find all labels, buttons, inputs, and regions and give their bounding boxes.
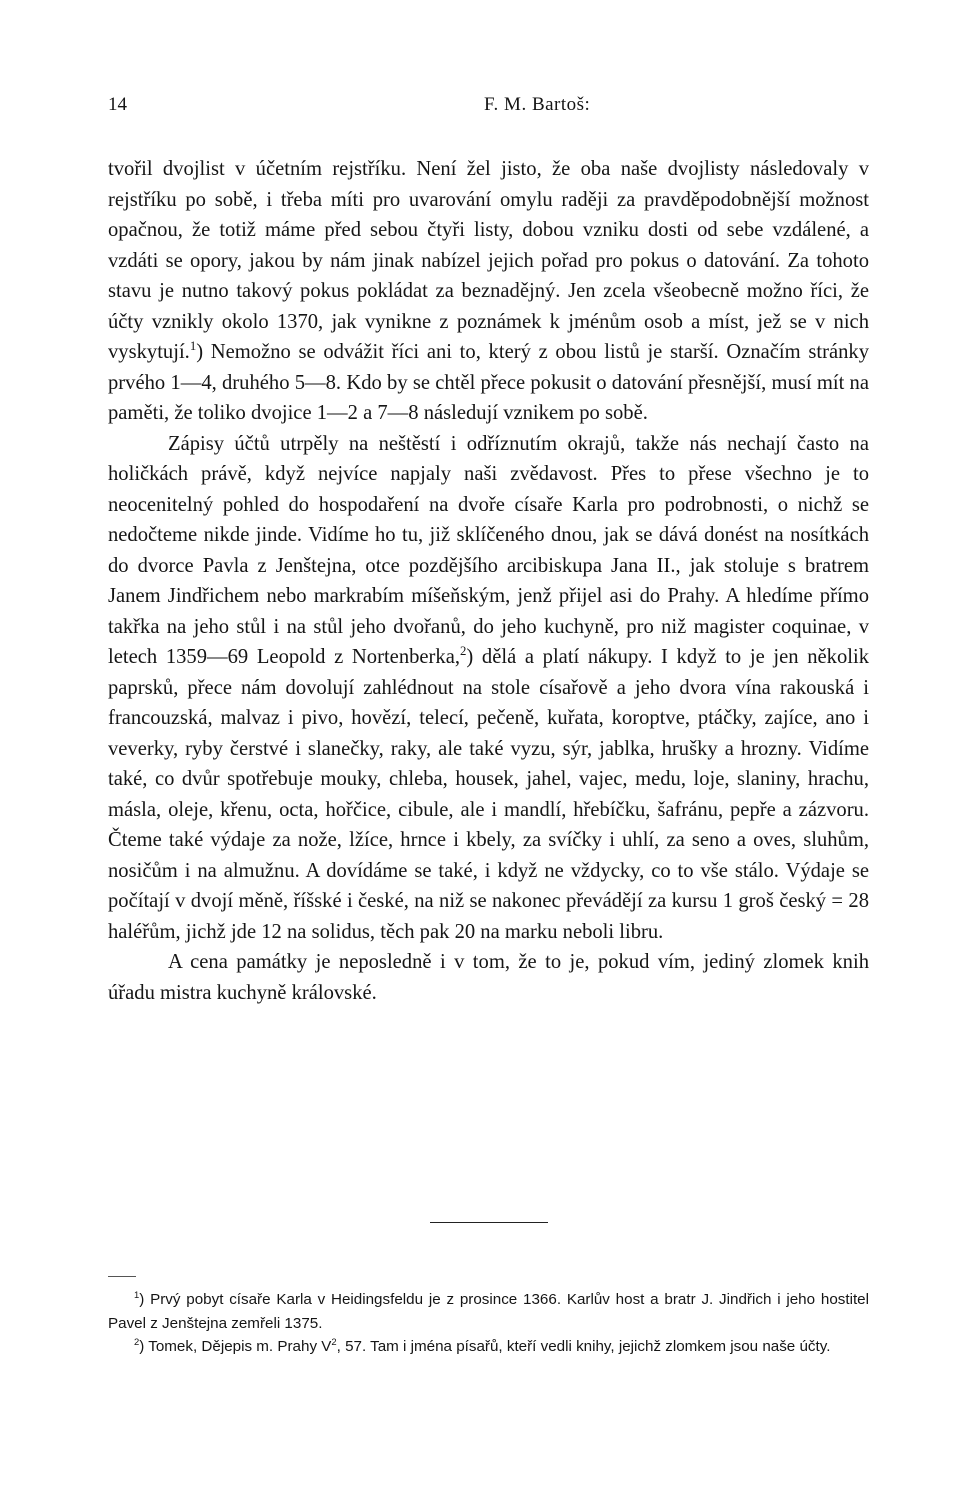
running-head: F. M. Bartoš: — [484, 94, 591, 115]
main-text — [108, 154, 869, 1008]
section-separator — [430, 1222, 548, 1223]
footnote-1-text: ) Prvý pobyt císaře Karla v Heidingsfeldu je z prosince 1366. Karlův host a bratr J. Jindřich i jeho hostitel Pavel z Jenštejna zemřeli 1375. — [108, 1291, 869, 1332]
footnote-2-volume-sup: 2 — [331, 1335, 337, 1347]
footnote-2-text-b: , 57. Tam i jména písařů, kteří vedli knihy, jejichž zlomkem jsou naše účty. — [336, 1338, 831, 1355]
footnote-1 — [108, 1288, 869, 1335]
paragraph-1 — [108, 154, 869, 429]
paragraph-1-text-b: ) Nemožno se odvážit říci ani to, který z obou listů je starší. Označím stránky prvého 1—4, druhého 5—8. Kdo by se chtěl přece pokusit o datování přesnější, musí mít na paměti, že toliko dvojice 1—2 a 7—8 následují vznikem po sobě. — [108, 341, 869, 424]
page-number: 14 — [108, 94, 127, 115]
footnote-ref-2: 2 — [460, 644, 467, 659]
paragraph-1-text-a: tvořil dvojlist v účetním rejstříku. Není žel jisto, že oba naše dvojlisty následovaly v rejstříku po sobě, i třeba míti pro uvarování omylu raději za pravděpodobnější možnost opačnou, že totiž máme před sebou čtyři listy, dobou vzniku dosti od sebe vzdálené, a vzdáti se opory, jakou by nám jinak nabízel jejich pořad pro pokus o datování. Za tohoto stavu je nutno takový pokus pokládat za beznadějný. Jen zcela všeobecně možno říci, že účty vznikly okolo 1370, jak vynikne z poznámek k jménům osob a míst, jež se v nich vyskytují. — [108, 158, 869, 363]
book-page — [108, 92, 869, 1355]
footnote-ref-1: 1 — [189, 339, 197, 354]
footnote-2-text-a: ) Tomek, Dějepis m. Prahy V — [139, 1338, 332, 1355]
footnotes — [108, 1288, 869, 1359]
paragraph-2-text-b: ) dělá a platí nákupy. I když to je jen několik paprsků, přece nám dovolují zahlédnout na stole císařově a jeho dvora vína rakouská i francouzská, malvaz i pivo, hovězí, telecí, pečeně, kuřata, koroptve, ptáčky, zajíce, ano i veverky, ryby čerstvé i slanečky, raky, ale také vyzu, sýr, jablka, hrušky a hrozny. Vidíme také, co dvůr spotřebuje mouky, chleba, housek, jahel, vajec, medu, loje, slaniny, hrachu, másla, oleje, křenu, octa, hořčice, cibule, ale i mandlí, hřebíčku, šafránu, pepře a zázvoru. Čteme také výdaje za nože, lžíce, hrnce i kbely, za svíčky i uhlí, za seno a oves, sluhům, nosičům i na almužnu. A dovídáme se také, i když ne vždycky, co to vše stálo. Výdaje se počítají v dvojí měně, říšské i české, na niž se nakonec převádějí za kursu 1 groš český = 28 haléřům, jichž jde 12 na solidus, těch pak 20 na marku neboli libru. — [108, 646, 869, 943]
footnote-2 — [108, 1335, 869, 1359]
paragraph-3: A cena památky je neposledně i v tom, že to je, pokud vím, jediný zlomek knih úřadu mistra kuchyně královské. — [108, 951, 869, 1004]
footnote-2-mark: 2 — [134, 1335, 140, 1347]
footnote-rule — [108, 1276, 136, 1277]
footnote-1-mark: 1 — [134, 1288, 140, 1300]
paragraph-2 — [108, 429, 869, 948]
page-header — [108, 92, 869, 122]
paragraph-2-text-a: Zápisy účtů utrpěly na neštěstí i odříznutím okrajů, takže nás nechají často na holičkách právě, když nejvíce napjaly naši zvědavost. Přes to přese všechno je to neocenitelný pohled do hospodaření na dvoře císaře Karla pro podrobnosti, o nichž se nedočteme nikde jinde. Vidíme ho tu, již sklíčeného dnou, jak se dává donést na nosítkách do dvorce Pavla z Jenštejna, otce pozdějšího arcibiskupa Jana II., jak stoluje s bratrem Janem Jindřichem nebo markrabím míšeňským, jenž přijel asi do Prahy. A hledíme přímo takřka na jeho stůl i na stůl jeho dvořanů, do jeho kuchyně, pro niž magister coquinae, v letech 1359—69 Leopold z Nortenberka, — [108, 432, 869, 668]
